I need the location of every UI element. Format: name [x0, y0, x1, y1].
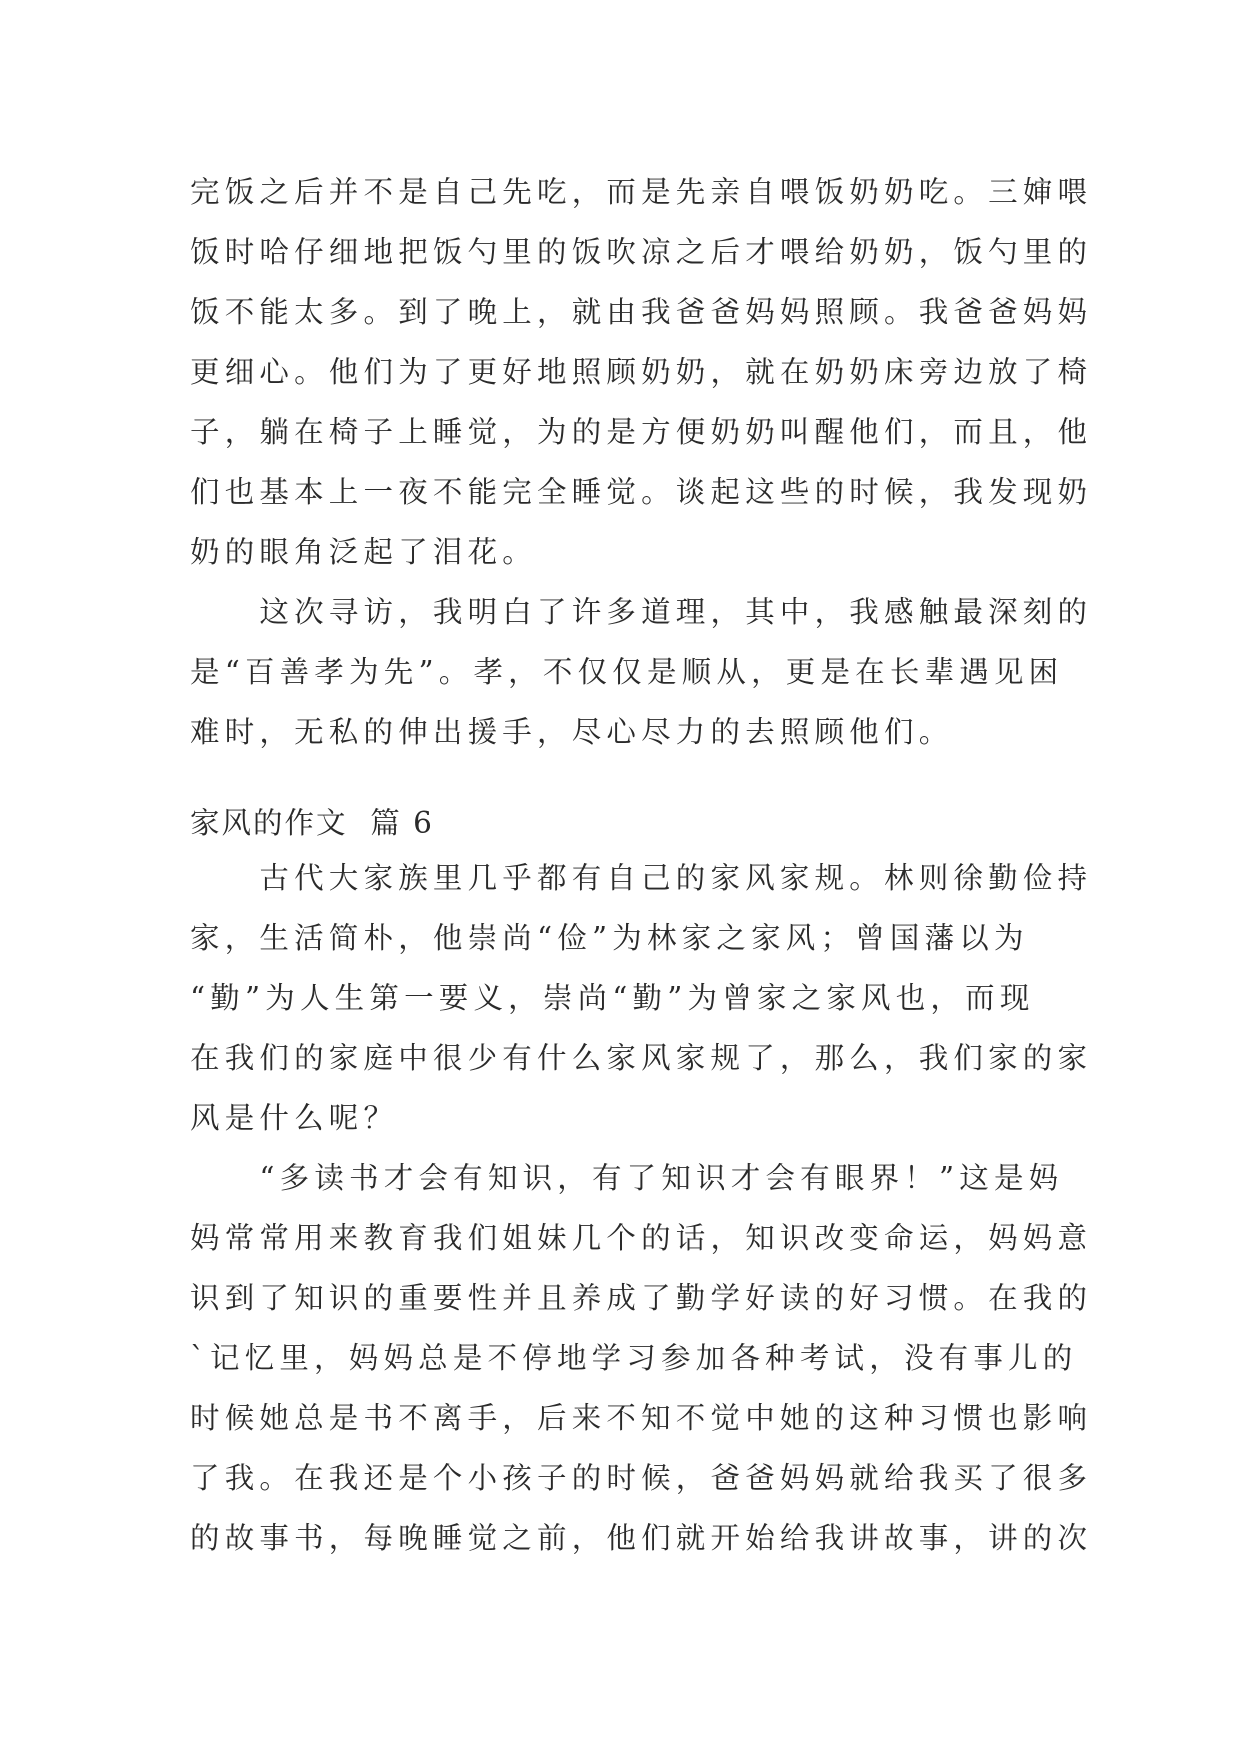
- paragraph-line: 完饭之后并不是自己先吃，而是先亲自喂饭奶奶吃。三婶喂: [190, 175, 1093, 209]
- paragraph-line: “多读书才会有知识，有了知识才会有眼界！”这是妈: [190, 1161, 1064, 1195]
- paragraph-line: 的故事书，每晚睡觉之前，他们就开始给我讲故事，讲的次: [190, 1521, 1093, 1555]
- section-heading: 家风的作文 篇 6: [190, 806, 434, 840]
- paragraph-line: 子，躺在椅子上睡觉，为的是方便奶奶叫醒他们，而且，他: [190, 415, 1093, 449]
- paragraph-line: 饭时哈仔细地把饭勺里的饭吹凉之后才喂给奶奶，饭勺里的: [190, 235, 1093, 269]
- paragraph-line: 是“百善孝为先”。孝，不仅仅是顺从，更是在长辈遇见困: [190, 655, 1064, 689]
- paragraph-line: 古代大家族里几乎都有自己的家风家规。林则徐勤俭持: [190, 861, 1093, 895]
- section-2-body: [190, 848, 1093, 1568]
- section-1-body: [190, 162, 1093, 762]
- paragraph-line: 了我。在我还是个小孩子的时候，爸爸妈妈就给我买了很多: [190, 1461, 1093, 1495]
- paragraph-line: 这次寻访，我明白了许多道理，其中，我感触最深刻的: [190, 595, 1093, 629]
- paragraph-line: 们也基本上一夜不能完全睡觉。谈起这些的时候，我发现奶: [190, 475, 1093, 509]
- paragraph-line: 更细心。他们为了更好地照顾奶奶，就在奶奶床旁边放了椅: [190, 355, 1093, 389]
- paragraph-line: 时候她总是书不离手，后来不知不觉中她的这种习惯也影响: [190, 1401, 1093, 1435]
- paragraph-line: 妈常常用来教育我们姐妹几个的话，知识改变命运，妈妈意: [190, 1221, 1093, 1255]
- paragraph-line: 识到了知识的重要性并且养成了勤学好读的好习惯。在我的: [190, 1281, 1093, 1315]
- paragraph-line: 饭不能太多。到了晚上，就由我爸爸妈妈照顾。我爸爸妈妈: [190, 295, 1093, 329]
- paragraph-line: `记忆里，妈妈总是不停地学习参加各种考试，没有事儿的: [190, 1341, 1078, 1375]
- paragraph-line: “勤”为人生第一要义，崇尚“勤”为曾家之家风也，而现: [190, 981, 1035, 1015]
- paragraph-line: 风是什么呢？: [190, 1101, 399, 1135]
- paragraph-line: 难时，无私的伸出援手，尽心尽力的去照顾他们。: [190, 715, 954, 749]
- paragraph-line: 在我们的家庭中很少有什么家风家规了，那么，我们家的家: [190, 1041, 1093, 1075]
- paragraph-line: 奶的眼角泛起了泪花。: [190, 535, 538, 569]
- paragraph-line: 家，生活简朴，他崇尚“俭”为林家之家风；曾国藩以为: [190, 921, 1029, 955]
